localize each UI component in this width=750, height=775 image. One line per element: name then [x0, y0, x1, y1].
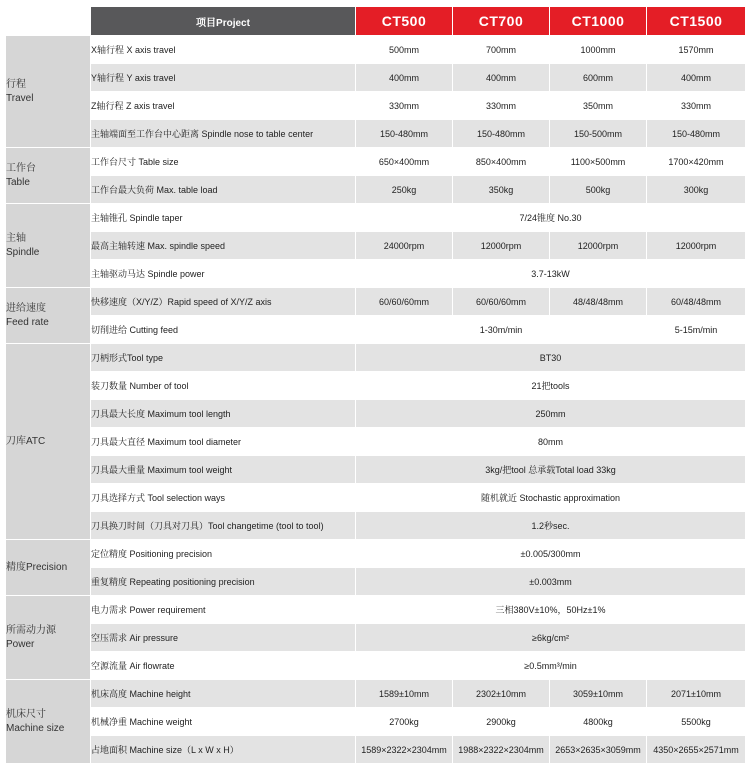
- row-label: X轴行程 X axis travel: [91, 36, 356, 64]
- cell-value: 三相380V±10%，50Hz±1%: [356, 596, 746, 624]
- row-label: 占地面积 Machine size（L x W x H）: [91, 736, 356, 764]
- table-row: [6, 204, 746, 232]
- cell-value: 1-30m/min: [356, 316, 647, 344]
- row-label: 刀具最大长度 Maximum tool length: [91, 400, 356, 428]
- spec-table: [5, 6, 746, 764]
- cell-value: ≥0.5mm³/min: [356, 652, 746, 680]
- row-label: Z轴行程 Z axis travel: [91, 92, 356, 120]
- cell-value: 650×400mm: [356, 148, 453, 176]
- table-row: [6, 512, 746, 540]
- table-row: [6, 736, 746, 764]
- group-table: 工作台 Table: [6, 148, 91, 204]
- cell-value: 150-500mm: [550, 120, 647, 148]
- cell-value: 2071±10mm: [647, 680, 746, 708]
- cell-value: 24000rpm: [356, 232, 453, 260]
- group-power: 所需动力源 Power: [6, 596, 91, 680]
- cell-value: 2302±10mm: [453, 680, 550, 708]
- cell-value: 48/48/48mm: [550, 288, 647, 316]
- row-label: 空源流量 Air flowrate: [91, 652, 356, 680]
- cell-value: 250mm: [356, 400, 746, 428]
- cell-value: 150-480mm: [356, 120, 453, 148]
- row-label: 刀具选择方式 Tool selection ways: [91, 484, 356, 512]
- table-row: [6, 456, 746, 484]
- table-row: [6, 260, 746, 288]
- cell-value: 4800kg: [550, 708, 647, 736]
- cell-value: 330mm: [453, 92, 550, 120]
- row-label: 主轴驱动马达 Spindle power: [91, 260, 356, 288]
- cell-value: 60/60/60mm: [356, 288, 453, 316]
- header-model-ct1500: CT1500: [647, 7, 746, 36]
- header-model-ct1000: CT1000: [550, 7, 647, 36]
- table-row: [6, 484, 746, 512]
- row-label: 刀具换刀时间（刀具对刀具）Tool changetime (tool to tool): [91, 512, 356, 540]
- cell-value: 150-480mm: [453, 120, 550, 148]
- cell-value: 5500kg: [647, 708, 746, 736]
- cell-value: 2653×2635×3059mm: [550, 736, 647, 764]
- row-label: 机械净重 Machine weight: [91, 708, 356, 736]
- table-row: [6, 288, 746, 316]
- header-model-ct700: CT700: [453, 7, 550, 36]
- group-feed-rate: 进给速度 Feed rate: [6, 288, 91, 344]
- cell-value: 随机就近 Stochastic approximation: [356, 484, 746, 512]
- row-label: 机床高度 Machine height: [91, 680, 356, 708]
- row-label: 刀柄形式Tool type: [91, 344, 356, 372]
- table-row: [6, 120, 746, 148]
- table-row: [6, 36, 746, 64]
- row-label: 定位精度 Positioning precision: [91, 540, 356, 568]
- row-label: 刀具最大重量 Maximum tool weight: [91, 456, 356, 484]
- table-row: [6, 680, 746, 708]
- table-row: [6, 540, 746, 568]
- cell-value: 3059±10mm: [550, 680, 647, 708]
- table-row: [6, 344, 746, 372]
- table-row: [6, 652, 746, 680]
- cell-value: 80mm: [356, 428, 746, 456]
- table-row: [6, 372, 746, 400]
- cell-value: 1988×2322×2304mm: [453, 736, 550, 764]
- cell-value: 150-480mm: [647, 120, 746, 148]
- cell-value: ≥6kg/cm²: [356, 624, 746, 652]
- row-label: 装刀数量 Number of tool: [91, 372, 356, 400]
- table-row: [6, 316, 746, 344]
- table-row: [6, 176, 746, 204]
- cell-value: 12000rpm: [550, 232, 647, 260]
- cell-value: 1589×2322×2304mm: [356, 736, 453, 764]
- cell-value: 2900kg: [453, 708, 550, 736]
- row-label: 切削进给 Cutting feed: [91, 316, 356, 344]
- table-row: [6, 92, 746, 120]
- row-label: 主轴锥孔 Spindle taper: [91, 204, 356, 232]
- cell-value: 1.2秒sec.: [356, 512, 746, 540]
- cell-value: 400mm: [647, 64, 746, 92]
- cell-value: 500mm: [356, 36, 453, 64]
- row-label: 空压需求 Air pressure: [91, 624, 356, 652]
- cell-value: 400mm: [453, 64, 550, 92]
- row-label: 最高主轴转速 Max. spindle speed: [91, 232, 356, 260]
- row-label: 快移速度（X/Y/Z）Rapid speed of X/Y/Z axis: [91, 288, 356, 316]
- row-label: 刀具最大直径 Maximum tool diameter: [91, 428, 356, 456]
- header-model-ct500: CT500: [356, 7, 453, 36]
- cell-value: BT30: [356, 344, 746, 372]
- cell-value: 1100×500mm: [550, 148, 647, 176]
- cell-value: 21把tools: [356, 372, 746, 400]
- cell-value: 1000mm: [550, 36, 647, 64]
- table-row: [6, 64, 746, 92]
- group-machine-size: 机床尺寸 Machine size: [6, 680, 91, 764]
- cell-value: 1589±10mm: [356, 680, 453, 708]
- row-label: Y轴行程 Y axis travel: [91, 64, 356, 92]
- row-label: 工作台最大负荷 Max. table load: [91, 176, 356, 204]
- table-row: [6, 568, 746, 596]
- group-atc: 刀库ATC: [6, 344, 91, 540]
- row-label: 工作台尺寸 Table size: [91, 148, 356, 176]
- cell-value: 400mm: [356, 64, 453, 92]
- cell-value: 1700×420mm: [647, 148, 746, 176]
- cell-value: ±0.003mm: [356, 568, 746, 596]
- cell-value: 60/48/48mm: [647, 288, 746, 316]
- cell-value: 2700kg: [356, 708, 453, 736]
- cell-value: 1570mm: [647, 36, 746, 64]
- row-label: 主轴端面至工作台中心距离 Spindle nose to table center: [91, 120, 356, 148]
- cell-value: 330mm: [647, 92, 746, 120]
- cell-value: 700mm: [453, 36, 550, 64]
- cell-value: 3.7-13kW: [356, 260, 746, 288]
- table-row: [6, 624, 746, 652]
- cell-value: 350kg: [453, 176, 550, 204]
- cell-value: 12000rpm: [647, 232, 746, 260]
- cell-value: 500kg: [550, 176, 647, 204]
- header-row: [6, 7, 746, 36]
- cell-value: ±0.005/300mm: [356, 540, 746, 568]
- cell-value: 3kg/把tool 总承载Total load 33kg: [356, 456, 746, 484]
- table-row: [6, 428, 746, 456]
- header-project: 项目Project: [91, 7, 356, 36]
- header-blank-cell: [6, 7, 91, 36]
- cell-value: 600mm: [550, 64, 647, 92]
- table-row: [6, 232, 746, 260]
- group-travel: 行程 Travel: [6, 36, 91, 148]
- cell-value: 850×400mm: [453, 148, 550, 176]
- cell-value: 7/24锥度 No.30: [356, 204, 746, 232]
- cell-value: 60/60/60mm: [453, 288, 550, 316]
- row-label: 电力需求 Power requirement: [91, 596, 356, 624]
- cell-value: 5-15m/min: [647, 316, 746, 344]
- cell-value: 350mm: [550, 92, 647, 120]
- cell-value: 330mm: [356, 92, 453, 120]
- table-row: [6, 596, 746, 624]
- table-row: [6, 400, 746, 428]
- row-label: 重复精度 Repeating positioning precision: [91, 568, 356, 596]
- group-spindle: 主轴 Spindle: [6, 204, 91, 288]
- cell-value: 12000rpm: [453, 232, 550, 260]
- cell-value: 300kg: [647, 176, 746, 204]
- cell-value: 250kg: [356, 176, 453, 204]
- cell-value: 4350×2655×2571mm: [647, 736, 746, 764]
- table-row: [6, 708, 746, 736]
- table-row: [6, 148, 746, 176]
- group-precision: 精度Precision: [6, 540, 91, 596]
